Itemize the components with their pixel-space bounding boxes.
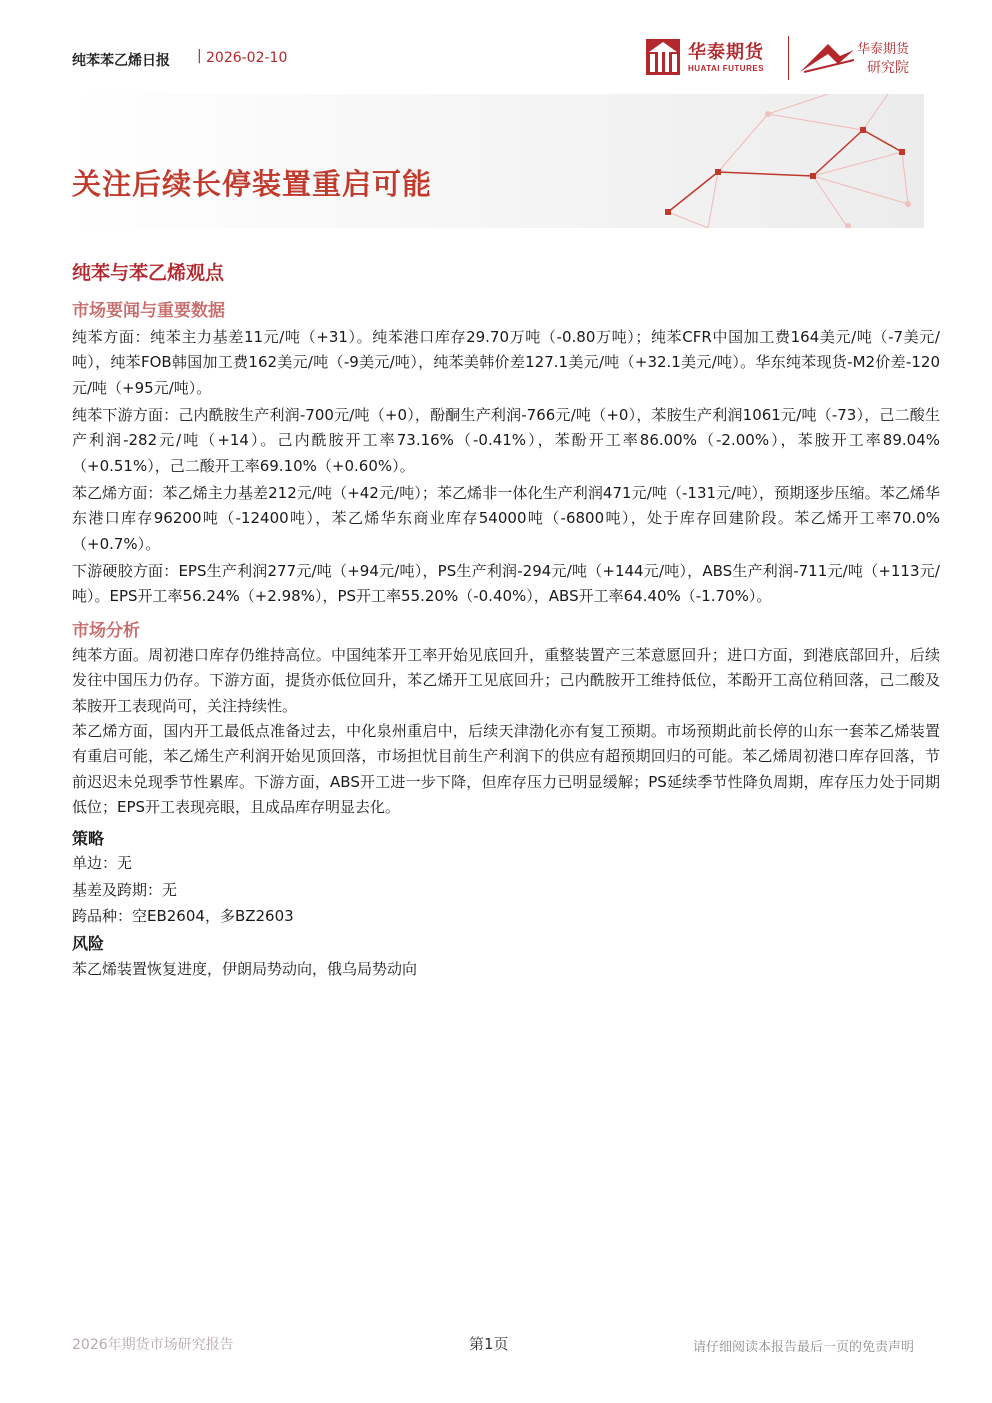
analysis-paragraph-styrene: 苯乙烯方面，国内开工最低点准备过去，中化泉州重启中，后续天津渤化亦有复工预期。市场预期此前长停的山东一套苯乙烯装置有重启可能，苯乙烯生产利润开始见顶回落，市场担忧目前生产利润下的供应有超预期回归的可能。苯乙烯周初港口库存回落，节前迟迟未兑现季节性累库。下游方面，ABS开工进一步下降，但库存压力已明显缓解；PS延续季节性降负周期，库存压力处于同期低位；EPS开工表现亮眼，且成品库存明显去化。 [72, 722, 940, 817]
risk-heading: 风险 [72, 934, 105, 953]
market-analysis-heading: 市场分析 [72, 621, 140, 641]
market-news-heading: 市场要闻与重要数据 [72, 301, 225, 321]
logo-english-name: HUATAI FUTURES [688, 64, 765, 73]
report-date: 2026-02-10 [206, 50, 288, 66]
header-separator: | [197, 48, 202, 64]
institute-logo-icon [798, 38, 856, 76]
strategy-cross-variety: 跨品种：空EB2604，多BZ2603 [72, 907, 294, 925]
risk-text: 苯乙烯装置恢复进度，伊朗局势动向，俄乌局势动向 [72, 960, 418, 978]
huatai-logo-icon [645, 38, 681, 76]
strategy-heading: 策略 [72, 829, 105, 848]
news-paragraph-styrene: 苯乙烯方面：苯乙烯主力基差212元/吨（+42元/吨）；苯乙烯非一体化生产利润471元/吨（-131元/吨），预期逐步压缩。苯乙烯华东港口库存96200吨（-12400吨），苯乙烯华东商业库存54000吨（-6800吨），处于库存回建阶段。苯乙烯开工率70.0%（+0.7%）。 [72, 484, 940, 553]
strategy-basis-spread: 基差及跨期：无 [72, 881, 178, 899]
network-graphic-icon [68, 94, 924, 228]
logo-divider [788, 36, 789, 80]
institute-name-top: 华泰期货 [857, 42, 910, 57]
analysis-paragraph-benzene: 纯苯方面。周初港口库存仍维持高位。中国纯苯开工率开始见底回升，重整装置产三苯意愿回升；进口方面，到港底部回升，后续发往中国压力仍存。下游方面，提货亦低位回升，苯乙烯开工见底回升；己内酰胺开工维持低位，苯酚开工高位稍回落，己二酸及苯胺开工表现尚可，关注持续性。 [72, 646, 940, 715]
page-header [0, 0, 992, 80]
logo-chinese-name: 华泰期货 [688, 42, 764, 63]
footer-disclaimer: 请仔细阅读本报告最后一页的免责声明 [692, 1340, 914, 1355]
news-paragraph-benzene-downstream: 纯苯下游方面：己内酰胺生产利润-700元/吨（+0），酚酮生产利润-766元/吨（+0），苯胺生产利润1061元/吨（-73），己二酸生产利润-282元/吨（+14）。己内酰胺开工率73.16%（-0.41%），苯酚开工率86.00%（-2.00%），苯胺开工率89.04%（+0.51%），己二酸开工率69.10%（+0.60%）。 [72, 406, 940, 475]
news-paragraph-benzene: 纯苯方面：纯苯主力基差11元/吨（+31）。纯苯港口库存29.70万吨（-0.80万吨）；纯苯CFR中国加工费164美元/吨（-7美元/吨），纯苯FOB韩国加工费162美元/吨（-9美元/吨），纯苯美韩价差127.1美元/吨（+32.1美元/吨）。华东纯苯现货-M2价差-120元/吨（+95元/吨）。 [72, 328, 940, 397]
section-title: 纯苯与苯乙烯观点 [72, 262, 225, 284]
title-banner [68, 94, 924, 228]
institute-name-bottom: 研究院 [867, 60, 909, 76]
news-paragraph-hard-plastics: 下游硬胶方面：EPS生产利润277元/吨（+94元/吨），PS生产利润-294元/吨（+144元/吨），ABS生产利润-711元/吨（+113元/吨）。EPS开工率56.24%（+2.98%），PS开工率55.20%（-0.40%），ABS开工率64.40%（-1.70%）。 [72, 562, 940, 606]
page-number: 第1页 [469, 1335, 509, 1353]
strategy-single-side: 单边：无 [72, 854, 133, 872]
page-title: 关注后续长停装置重启可能 [72, 167, 433, 201]
footer-report-label: 2026年期货市场研究报告 [72, 1337, 234, 1353]
report-name: 纯苯苯乙烯日报 [72, 53, 170, 69]
